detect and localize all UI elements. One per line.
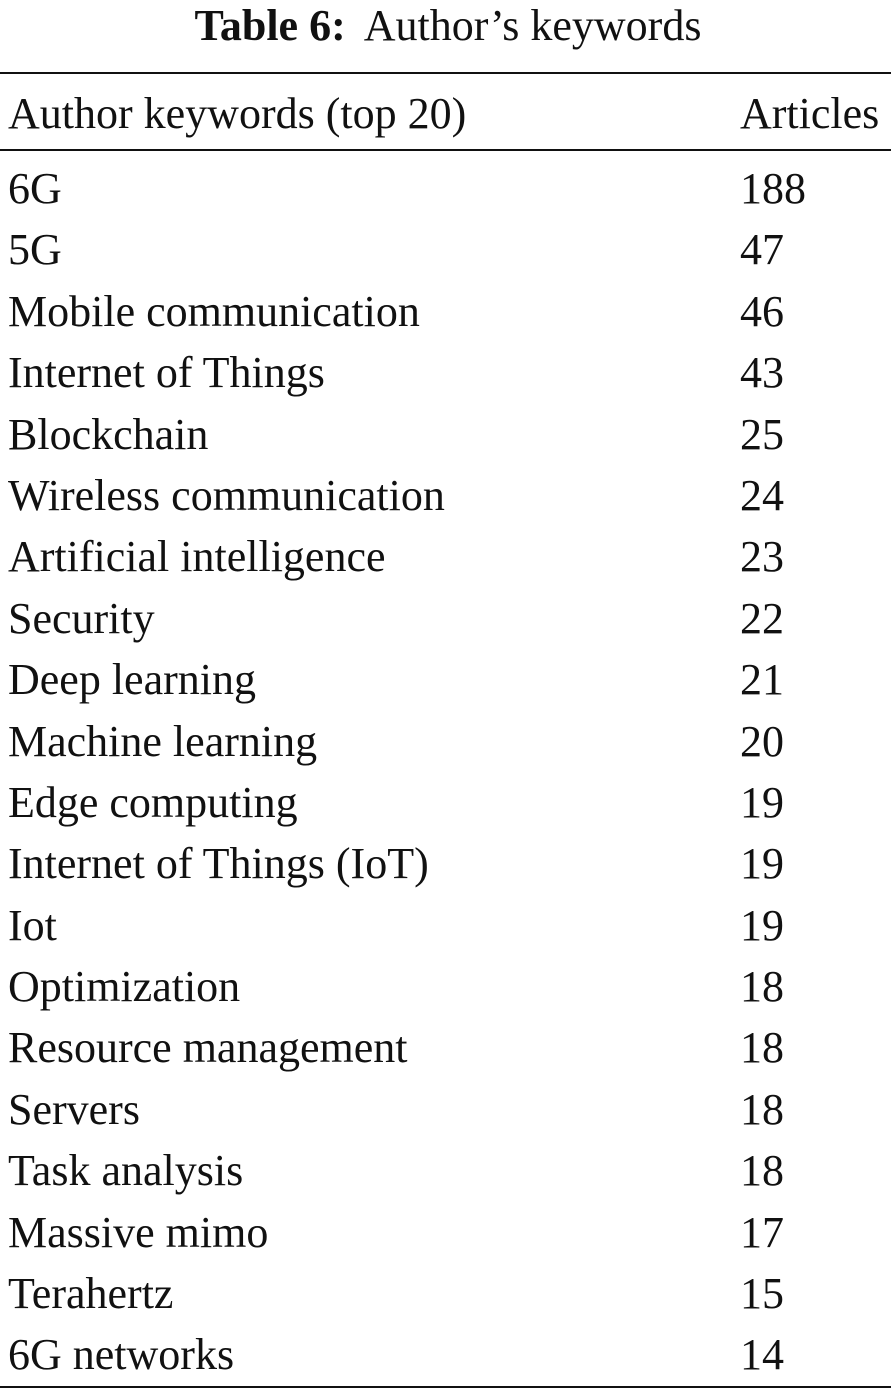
table-row [0, 833, 896, 894]
table-row [0, 526, 896, 587]
articles-cell: 19 [740, 900, 784, 950]
articles-cell: 19 [740, 777, 784, 827]
table-row [0, 895, 896, 956]
table-row [0, 649, 896, 710]
table-caption-title: Author’s keywords [363, 1, 702, 50]
articles-cell: 18 [740, 1146, 784, 1196]
table-row [0, 1017, 896, 1078]
articles-cell: 188 [740, 164, 806, 213]
table-row [0, 281, 896, 342]
keyword-cell: Edge computing [8, 777, 298, 827]
articles-cell: 15 [740, 1269, 784, 1319]
keyword-cell: Blockchain [8, 409, 209, 459]
keyword-cell: Wireless communication [8, 470, 445, 520]
table-row [0, 1202, 896, 1263]
articles-cell: 24 [740, 470, 784, 520]
keyword-cell: 6G [8, 164, 62, 213]
table-row [0, 219, 896, 280]
keyword-cell: Terahertz [8, 1269, 174, 1319]
table-row [0, 772, 896, 833]
articles-cell: 17 [740, 1207, 784, 1257]
keyword-cell: Optimization [8, 962, 241, 1012]
keyword-cell: 6G networks [8, 1330, 235, 1380]
table-body [0, 158, 896, 1386]
articles-cell: 23 [740, 532, 784, 582]
table-row [0, 1140, 896, 1201]
keyword-cell: Internet of Things (IoT) [8, 839, 429, 889]
table-row [0, 158, 896, 219]
articles-cell: 25 [740, 409, 784, 459]
articles-cell: 19 [740, 839, 784, 889]
keyword-cell: Internet of Things [8, 348, 325, 398]
keyword-cell: Security [8, 593, 155, 643]
keyword-cell: Mobile communication [8, 286, 420, 336]
header-articles: Articles [740, 89, 880, 138]
table-row [0, 342, 896, 403]
table-row [0, 1079, 896, 1140]
table-header-rule [0, 149, 891, 151]
keyword-cell: Servers [8, 1084, 140, 1134]
keyword-cell: Task analysis [8, 1146, 244, 1196]
keyword-cell: Iot [8, 900, 57, 950]
table-row [0, 404, 896, 465]
articles-cell: 46 [740, 286, 784, 336]
articles-cell: 47 [740, 225, 784, 275]
table-row [0, 1324, 896, 1385]
articles-cell: 22 [740, 593, 784, 643]
header-keywords: Author keywords (top 20) [8, 89, 467, 138]
table-row [0, 1263, 896, 1324]
articles-cell: 43 [740, 348, 784, 398]
keyword-cell: Massive mimo [8, 1207, 269, 1257]
keyword-cell: Deep learning [8, 655, 256, 705]
keyword-cell: Resource management [8, 1023, 408, 1073]
articles-cell: 18 [740, 1023, 784, 1073]
keyword-cell: Artificial intelligence [8, 532, 386, 582]
table-row [0, 711, 896, 772]
keyword-cell: Machine learning [8, 716, 318, 766]
table-caption [0, 0, 896, 58]
table-bottom-rule [0, 1386, 891, 1388]
table-row [0, 956, 896, 1017]
table-row [0, 465, 896, 526]
keyword-cell: 5G [8, 225, 62, 275]
table-row [0, 588, 896, 649]
articles-cell: 21 [740, 655, 784, 705]
table-top-rule [0, 72, 891, 74]
articles-cell: 14 [740, 1330, 784, 1380]
articles-cell: 20 [740, 716, 784, 766]
articles-cell: 18 [740, 1084, 784, 1134]
articles-cell: 18 [740, 962, 784, 1012]
table-header-row [0, 84, 896, 144]
table-caption-label: Table 6: [194, 1, 346, 50]
